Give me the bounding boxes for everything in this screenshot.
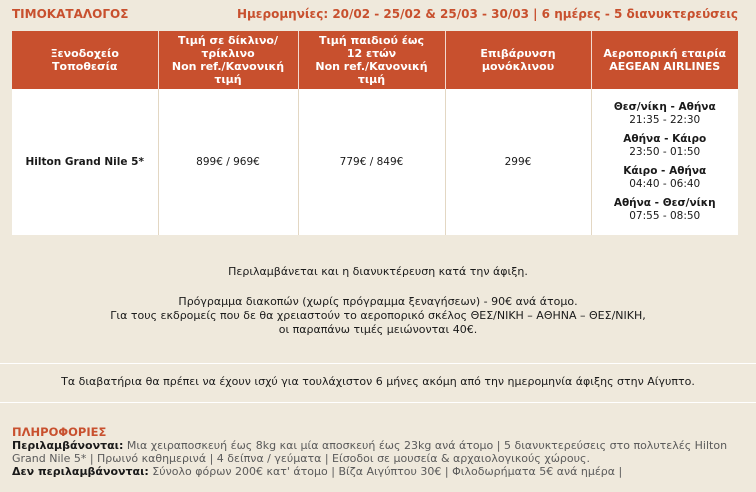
flight-route: Αθήνα - Θεσ/νίκη [613,197,716,209]
flight-time: 21:35 - 22:30 [629,114,701,126]
column-header-double-price [158,31,298,89]
included-text: Μια χειραποσκευή έως 8kg και μία αποσκευή έως 23kg ανά άτομο | 5 διανυκτερεύσεις στο πολυτελές Hilton Grand Nile 5* | Πρωινό καθημερινά | 4 δείπνα / γεύματα | Είσοδοι σε μουσεία & αρχαιολογικούς χώρους. [12,439,728,465]
header-text: Αεροπορική εταιρία AEGEAN AIRLINES [603,47,727,73]
flight-route: Θεσ/νίκη - Αθήνα [613,101,716,113]
flight-route: Κάιρο - Αθήνα [623,165,707,177]
header-text: Επιβάρυνση μονόκλινου [480,47,556,73]
info-text [12,439,752,478]
note-line: Για τους εκδρομείς που δε θα χρειαστούν το αεροπορικό σκέλος ΘΕΣ/ΝΙΚΗ – ΑΘΗΝΑ – ΘΕΣ/ΝΙΚΗ, [110,309,646,322]
hotel-cell: Hilton Grand Nile 5* [12,89,158,235]
dates-info: Ημερομηνίες: 20/02 - 25/02 & 25/03 - 30/03 | 6 ημέρες - 5 διανυκτερεύσεις [236,7,738,21]
header-bar [0,0,756,30]
flight-time: 07:55 - 08:50 [629,210,701,222]
column-header-airline [591,31,738,89]
not-included-label: Δεν περιλαμβάνονται: [12,465,149,478]
header-text: Ξενοδοχείο Τοποθεσία [50,47,119,73]
price-table [12,31,738,235]
column-header-child-price [298,31,445,89]
note-line: οι παραπάνω τιμές μειώνονται 40€. [278,323,478,336]
header-text: Τιμή παιδιού έως 12 ετών Non ref./Κανονική τιμή [315,34,428,86]
passport-note: Τα διαβατήρια θα πρέπει να έχουν ισχύ για τουλάχιστον 6 μήνες ακόμη από την ημερομηνία άφιξης στην Αίγυπτο. [61,375,695,388]
note-program [0,295,756,337]
column-header-hotel [12,31,158,89]
column-header-single-supplement [445,31,591,89]
note-overnight: Περιλαμβάνεται και η διανυκτέρευση κατά την άφιξη. [228,265,528,278]
flight-route: Αθήνα - Κάιρο [623,133,707,145]
table-row [12,89,738,235]
flight-time: 04:40 - 06:40 [629,178,701,190]
not-included-text: Σύνολο φόρων 200€ κατ' άτομο | Βίζα Αιγύπτου 30€ | Φιλοδωρήματα 5€ ανά ημέρα | [148,465,623,478]
header-text: Τιμή σε δίκλινο/ τρίκλινο Non ref./Κανονική τιμή [171,34,285,86]
page-title: ΤΙΜΟΚΑΤΑΛΟΓΟΣ [12,7,129,21]
double-price-cell: 899€ / 969€ [158,89,298,235]
included-label: Περιλαμβάνονται: [12,439,124,452]
flight-time: 23:50 - 01:50 [629,146,701,158]
flights-cell [591,89,738,235]
note-line: Πρόγραμμα διακοπών (χωρίς πρόγραμμα ξεναγήσεων) - 90€ ανά άτομο. [178,295,578,308]
divider [0,402,756,403]
info-title: ΠΛΗΡΟΦΟΡΙΕΣ [12,425,107,439]
child-price-cell: 779€ / 849€ [298,89,445,235]
single-supplement-cell: 299€ [445,89,591,235]
divider [0,363,756,364]
